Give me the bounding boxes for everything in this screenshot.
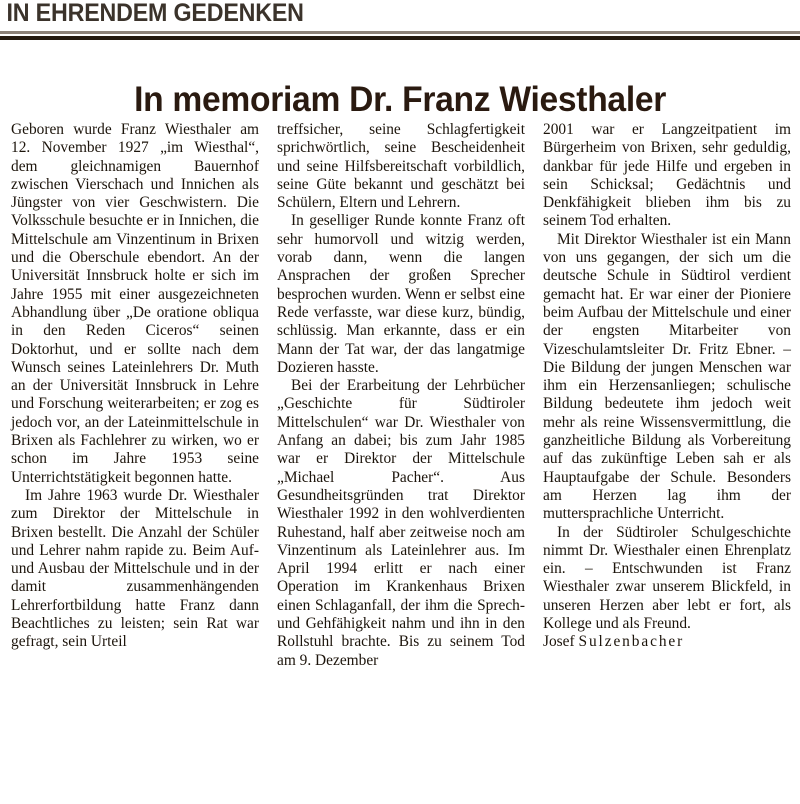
section-header-block (0, 0, 800, 40)
section-kicker: IN EHRENDEM GEDENKEN (6, 0, 304, 27)
paragraph: Bei der Erarbeitung der Lehrbücher „Geschichte für Südtiroler Mittelschulen“ war Dr. Wiesthaler von Anfang an dabei; bis zum Jahr 1985 war er Direktor der Mittelschule „Michael Pacher“. Aus Gesundheitsgründen trat Direktor Wiesthaler 1992 in den wohlverdienten Ruhestand, half aber zeitweise noch am Vinzentinum als Lateinlehrer aus. Im April 1994 erlitt er nach einer Operation im Krankenhaus Brixen einen Schlaganfall, der ihm die Sprech- und Gehfähigkeit nahm und ihn in den Rollstuhl brachte. Bis zu seinem Tod am 9. Dezember (277, 377, 525, 669)
paragraph: Im Jahre 1963 wurde Dr. Wiesthaler zum Direktor der Mittelschule in Brixen bestellt. Die Anzahl der Schüler und Lehrer nahm rapide zu. Beim Auf- und Ausbau der Mittelschule und in der damit zusammenhängenden Lehrerfortbildung hatte Franz dann Beachtliches zu leisten; sein Rat war gefragt, sein Urteil (11, 486, 259, 651)
paragraph: 2001 war er Langzeitpatient im Bürgerheim von Brixen, sehr geduldig, dankbar für jede Hilfe und ergeben in sein Schicksal; Gedächtnis und Denkfähigkeit blieben ihm bis zu seinem Tod erhalten. (543, 121, 791, 230)
article-column-3 (543, 121, 791, 670)
article-column-1 (11, 121, 259, 670)
article-body (11, 121, 791, 670)
page-title (0, 80, 800, 120)
article-column-2 (277, 121, 525, 670)
author-last-name: Sulzenbacher (578, 633, 685, 651)
header-rule-dark (0, 36, 800, 40)
author-first-name: Josef (543, 633, 579, 651)
paragraph: treffsicher, seine Schlagfertigkeit sprichwörtlich, seine Bescheidenheit und seine Hilfsbereitschaft vorbildlich, seine Güte bekannt und geschätzt bei Schülern, Eltern und Lehrern. (277, 121, 525, 212)
paragraph: In der Südtiroler Schulgeschichte nimmt Dr. Wiesthaler einen Ehrenplatz ein. – Entschwunden ist Franz Wiesthaler zwar unserem Blickfeld, in unseren Herzen aber lebt er fort, als Kollege und als Freund. (543, 523, 791, 633)
paragraph: Mit Direktor Wiesthaler ist ein Mann von uns gegangen, der sich um die deutsche Schule in Südtirol verdient gemacht hat. Er war einer der Pioniere beim Aufbau der Mittelschule und einer der engsten Mitarbeiter von Vizeschulamtsleiter Dr. Fritz Ebner. – Die Bildung der jungen Menschen war ihm ein Herzensanliegen; schulische Bildung bedeutete ihm jedoch weit mehr als reine Wissensvermittlung, die ganzheitliche Bildung als Vorbereitung auf das zukünftige Leben sah er als Hauptaufgabe der Schule. Besonders am Herzen lag ihm der muttersprachliche Unterricht. (543, 230, 791, 523)
author-signature (543, 633, 791, 651)
paragraph: In geselliger Runde konnte Franz oft sehr humorvoll und witzig werden, vorab dann, wenn die langen Ansprachen der großen Sprecher besprochen wurden. Wenn er selbst eine Rede verfasste, war diese kurz, bündig, schlüssig. Man erkannte, dass er ein Mann der Tat war, der das langatmige Dozieren hasste. (277, 212, 525, 376)
page-title-text: In memoriam Dr. Franz Wiesthaler (134, 80, 666, 120)
paragraph: Geboren wurde Franz Wiesthaler am 12. November 1927 „im Wiesthal“, dem gleichnamigen Bauernhof zwischen Vierschach und Innichen als Jüngster von vier Geschwistern. Die Volksschule besuchte er in Innichen, die Mittelschule am Vinzentinum in Brixen und die Oberschule ebendort. An der Universität Innsbruck holte er sich im Jahre 1955 mit einer ausgezeichneten Abhandlung über „De oratione obliqua in den Reden Ciceros“ seinen Doktorhut, und er sollte nach dem Wunsch seines Lateinlehrers Dr. Muth an der Universität Innsbruck in Lehre und Forschung weiterarbeiten; er zog es jedoch vor, an der Lateinmittelschule in Brixen als Fachlehrer zu wirken, wo er schon im Jahre 1953 seine Unterrichtstätigkeit begonnen hatte. (11, 121, 259, 486)
